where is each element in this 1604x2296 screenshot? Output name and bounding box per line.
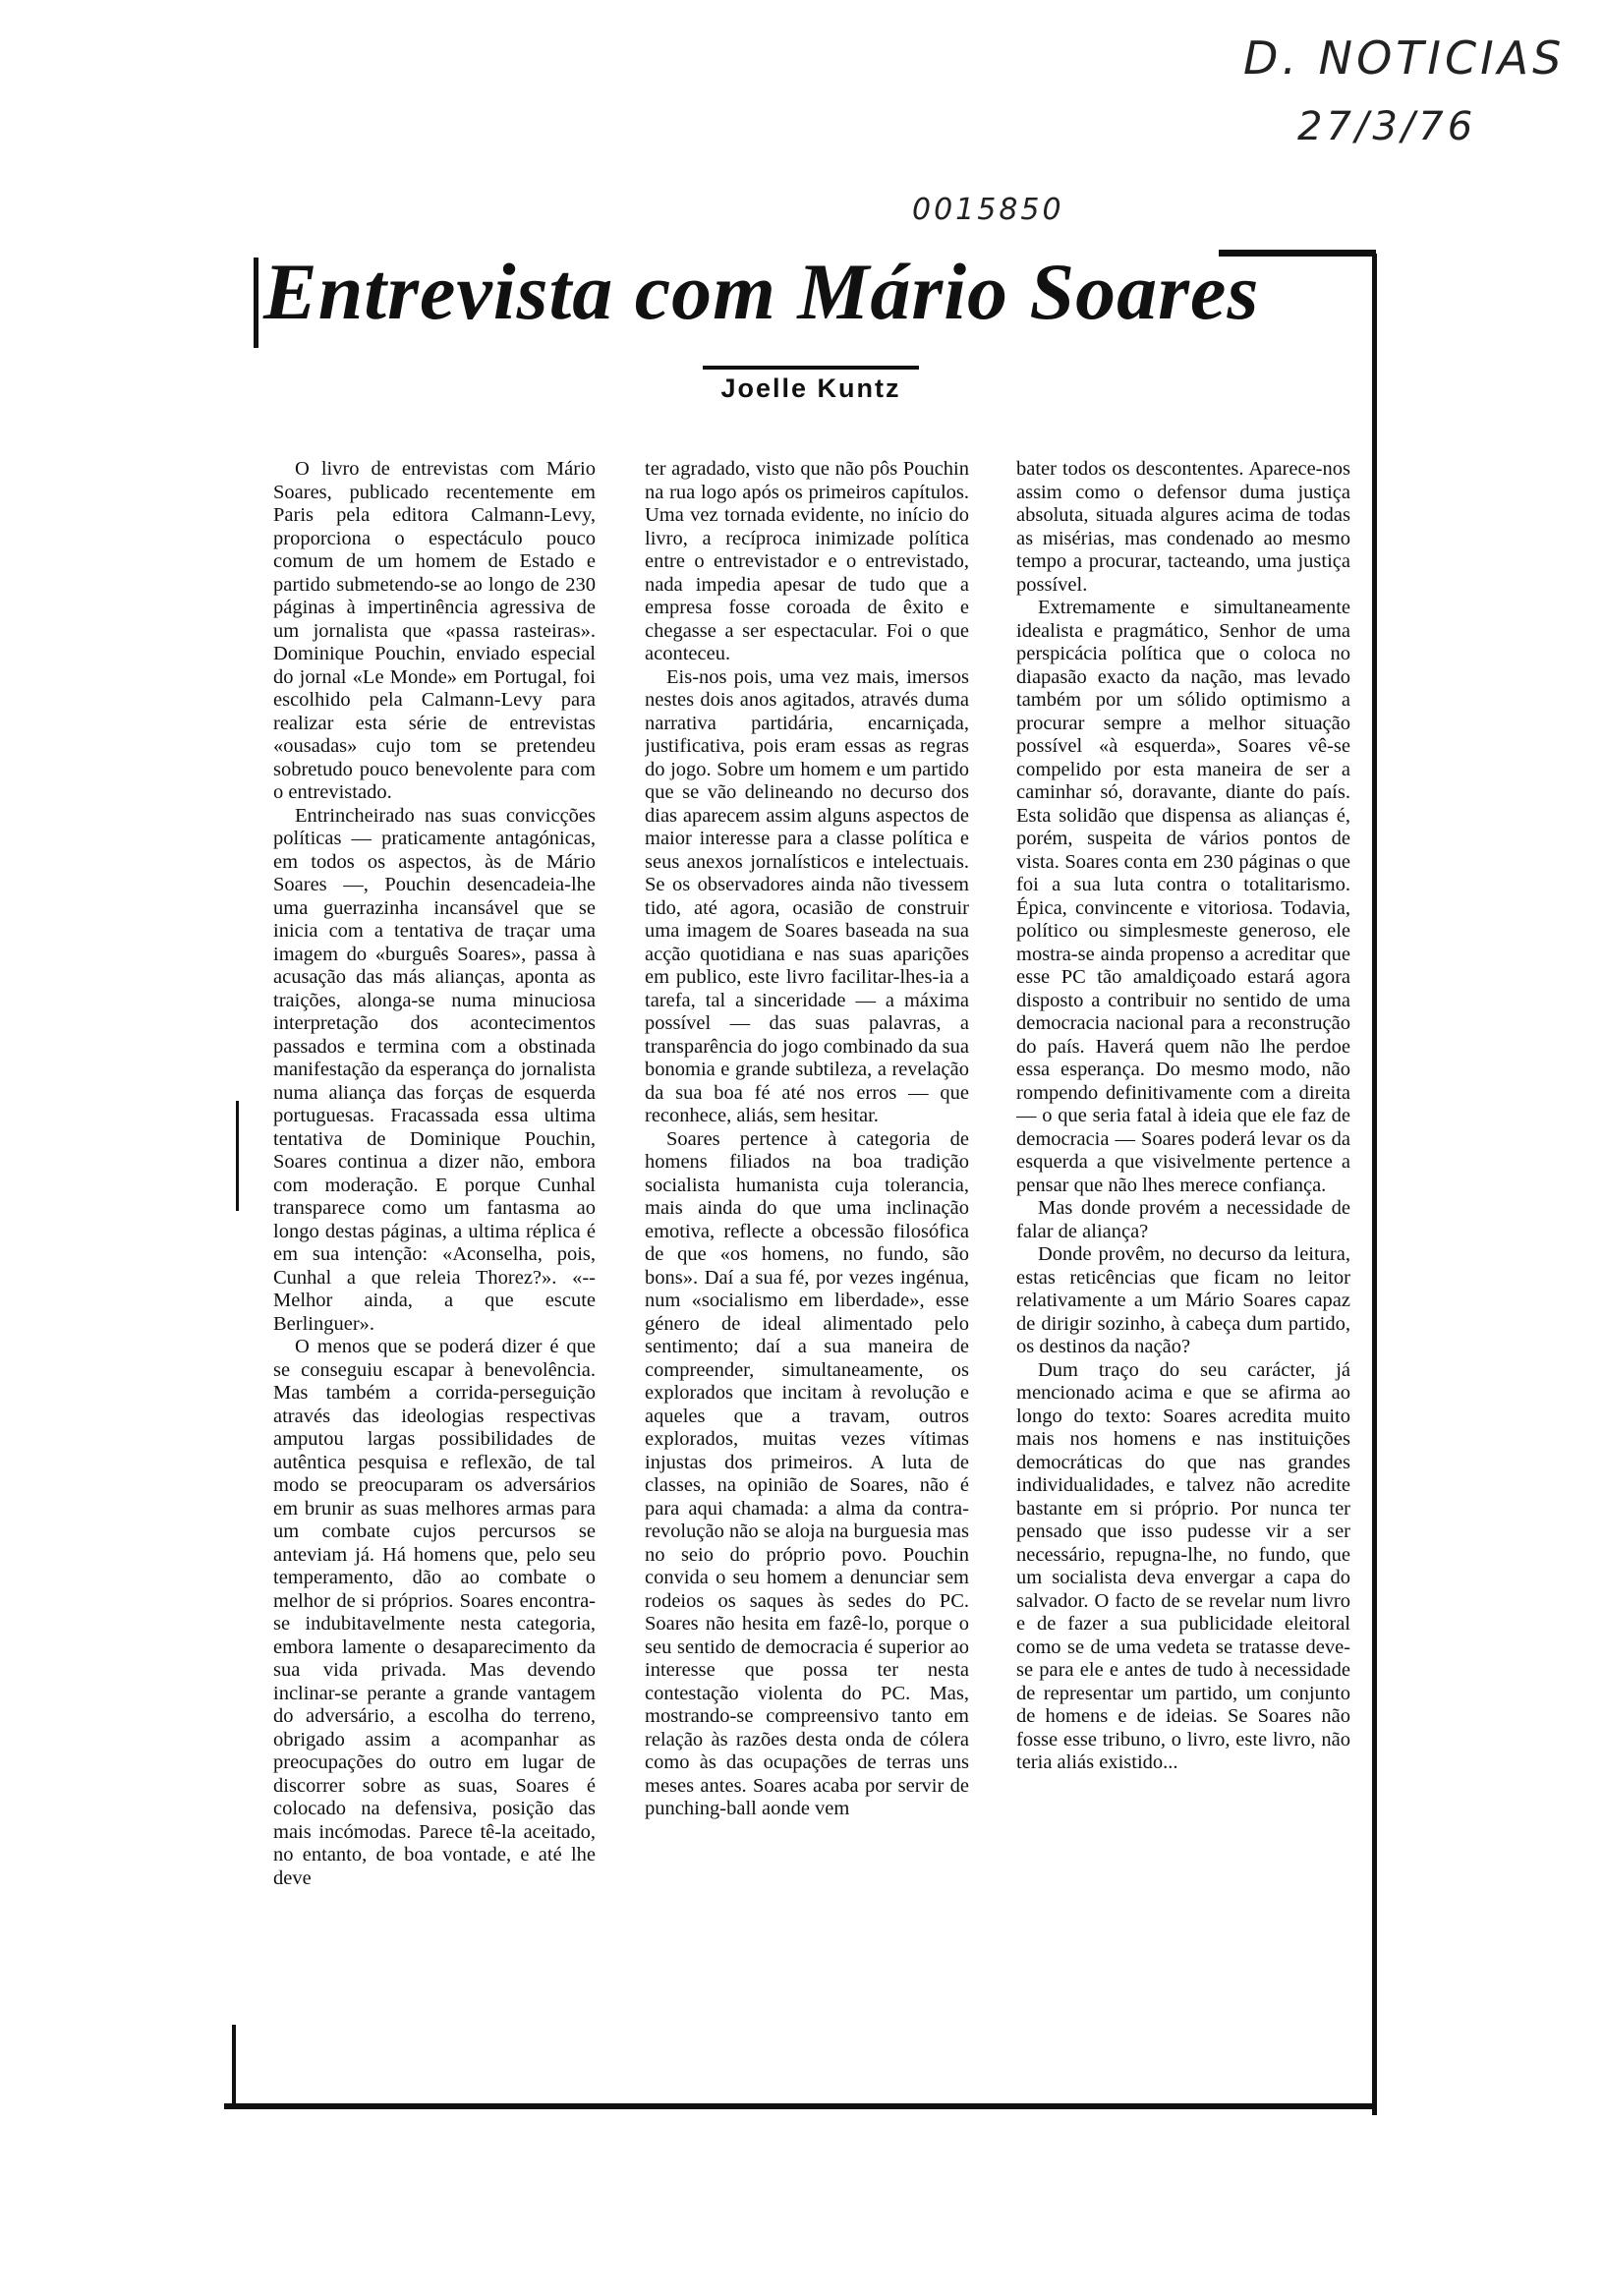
frame-rule-right (1372, 254, 1377, 2115)
margin-mark (236, 1101, 239, 1211)
margin-mark-bottom (232, 2025, 236, 2109)
paragraph: Mas donde provém a necessidade de falar de aliança? (1016, 1197, 1350, 1242)
article-title: Entrevista com Mário Soares (263, 247, 1260, 336)
frame-rule-bottom (224, 2103, 1376, 2109)
paragraph: ter agradado, visto que não pôs Pouchin na rua logo após os primeiros capítulos. Uma vez tornada evidente, no início do livro, a recíproca inimizade política entre o entrevistador e o entrevistado, nada impedia apesar de tudo que a empresa fosse coroada de êxito e chegasse a ser espectacular. Foi o que aconteceu. (645, 458, 969, 664)
handwritten-date-note: 27/3/76 (1297, 104, 1477, 149)
handwritten-reference-number: 0015850 (912, 193, 1064, 227)
paragraph: O menos que se poderá dizer é que se conseguiu escapar à benevolência. Mas também a corrida-perseguição através das ideologias respectivas amputou largas possibilidades de autêntica pesquisa e reflexão, de tal modo se preocuparam os adversários em brunir as suas melhores armas para um combate cujos percursos se anteviam já. Há homens que, pelo seu temperamento, dão ao combate o melhor de si próprios. Soares encontra-se indubitavelmente nesta categoria, embora lamente o desaparecimento da sua vida privada. Mas devendo inclinar-se perante a grande vantagem do adversário, a escolha do terreno, obrigado assim a acompanhar as preocupações do outro em lugar de discorrer sobre as suas, Soares é colocado na defensiva, posição das mais incómodas. Parece tê-la aceitado, no entanto, de boa vontade, e até lhe deve (273, 1336, 596, 1889)
paragraph: bater todos os descontentes. Aparece-nos assim como o defensor duma justiça absoluta, situada algures acima de todas as misérias, mas condenado ao mesmo tempo a procurar, tacteando, uma justiça possível. (1016, 458, 1350, 596)
paragraph: Entrincheirado nas suas convicções políticas — praticamente antagónicas, em todos os aspectos, às de Mário Soares —, Pouchin desencadeia-lhe uma guerrazinha incansável que se inicia com a tentativa de traçar uma imagem do «burguês Soares», passa à acusação das más alianças, aponta as traições, alonga-se numa minuciosa interpretação dos acontecimentos passados e termina com a obstinada manifestação da esperança do jornalista numa aliança das forças de esquerda portuguesas. Fracassada essa ultima tentativa de Dominique Pouchin, Soares continua a dizer não, embora com moderação. E porque Cunhal transparece como um fantasma ao longo destas páginas, a ultima réplica é em sua intenção: «Aconselha, pois, Cunhal a que releia Thorez?». «--Melhor ainda, a que escute Berlinguer». (273, 804, 596, 1335)
paragraph: Extremamente e simultaneamente idealista e pragmático, Senhor de uma perspicácia política que o coloca no diapasão exacto da nação, mas levado também por um sólido optimismo a procurar sempre a melhor situação possível «à esquerda», Soares vê-se compelido por esta maneira de ser a caminhar só, doravante, diante do país. Esta solidão que dispensa as alianças é, porém, suspeita de vários pontos de vista. Soares conta em 230 páginas o que foi a sua luta contra o totalitarismo. Épica, convincente e vitoriosa. Todavia, político ou simplesmeste generoso, ele mostra-se ainda propenso a acreditar que esse PC tão amaldiçoado estará agora disposto a contribuir no sentido de uma democracia nacional para a reconstrução do país. Haverá quem não lhe perdoe essa esperança. Do mesmo modo, não rompendo definitivamente com a direita — o que seria fatal à ideia que ele faz de democracia — Soares poderá levar os da esquerda a que visivelmente pertence a pensar que não lhes merece confiança. (1016, 597, 1350, 1196)
article-column-1 (273, 458, 596, 2101)
paragraph: O livro de entrevistas com Mário Soares, publicado recentemente em Paris pela editora Calmann-Levy, proporciona o espectáculo pouco comum de um homem de Estado e partido submetendo-se ao longo de 230 páginas à impertinência agressiva de um jornalista que «passa rasteiras». Dominique Pouchin, enviado especial do jornal «Le Monde» em Portugal, foi escolhido pela Calmann-Levy para realizar esta série de entrevistas «ousadas» cujo tom se pretendeu sobretudo pouco benevolente para com o entrevistado. (273, 458, 596, 803)
paragraph: Eis-nos pois, uma vez mais, imersos nestes dois anos agitados, através duma narrativa partidária, encarniçada, justificativa, pois eram essas as regras do jogo. Sobre um homem e um partido que se vão delineando no decurso dos dias aparecem assim alguns aspectos de maior interesse para a classe política e seus anexos jornalísticos e intelectuais. Se os observadores ainda não tivessem tido, até agora, ocasião de construir uma imagem de Soares baseada na sua acção quotidiana e nas suas aparições em publico, este livro facilitar-lhes-ia a tarefa, tal a sinceridade — a máxima possível — das suas palavras, a transparência do jogo combinado da sua bonomia e grande subtileza, a revelação da sua boa fé até nos erros — que reconhece, aliás, sem hesitar. (645, 665, 969, 1126)
handwritten-source-note: D. NOTICIAS (1243, 31, 1566, 85)
paragraph: Donde provêm, no decurso da leitura, estas reticências que ficam no leitor relativamente a um Mário Soares capaz de dirigir sozinho, à cabeça dum partido, os destinos da nação? (1016, 1243, 1350, 1357)
paragraph: Soares pertence à categoria de homens filiados na boa tradição socialista humanista cuja tolerancia, mais ainda do que uma inclinação emotiva, reflecte a obcessão filosófica de que «os homens, no fundo, são bons». Daí a sua fé, por vezes ingénua, num «socialismo em liberdade», esse género de ideal alimentado pelo sentimento; daí a sua maneira de compreender, simultaneamente, os explorados que incitam à revolução e aqueles que a travam, outros explorados, muitas vezes vítimas injustas dos primeiros. A luta de classes, na opinião de Soares, não é para aqui chamada: a alma da contra-revolução não se aloja na burguesia mas no seio do próprio povo. Pouchin convida o seu homem a denunciar sem rodeios os saques às sedes do PC. Soares não hesita em fazê-lo, porque o seu sentido de democracia é superior ao interesse que possa ter nesta contestação violenta do PC. Mas, mostrando-se compreensivo tanto em relação às razões desta onda de cólera como às das ocupações de terras uns meses antes. Soares acaba por servir de punching-ball aonde vem (645, 1127, 969, 1819)
article-column-3 (1016, 458, 1350, 2101)
article-author: Joelle Kuntz (720, 373, 901, 403)
paragraph: Dum traço do seu carácter, já mencionado acima e que se afirma ao longo do texto: Soares acredita muito mais nos homens e nas instituições democráticas do que nas grandes individualidades, e talvez não acredite bastante em si próprio. Por nunca ter pensado que isso pudesse vir a ser necessário, repugna-lhe, no fundo, que um socialista deva envergar a capa do salvador. O facto de se revelar num livro e de fazer a sua publicidade eleitoral como se de uma vedeta se tratasse deve-se para ele e antes de tudo à necessidade de representar um partido, um conjunto de homens e de ideias. Se Soares não fosse esse tribuno, o livro, este livro, não teria aliás existido... (1016, 1358, 1350, 1773)
article-column-2 (645, 458, 969, 2101)
author-rule (703, 366, 919, 370)
title-bracket (254, 258, 258, 348)
